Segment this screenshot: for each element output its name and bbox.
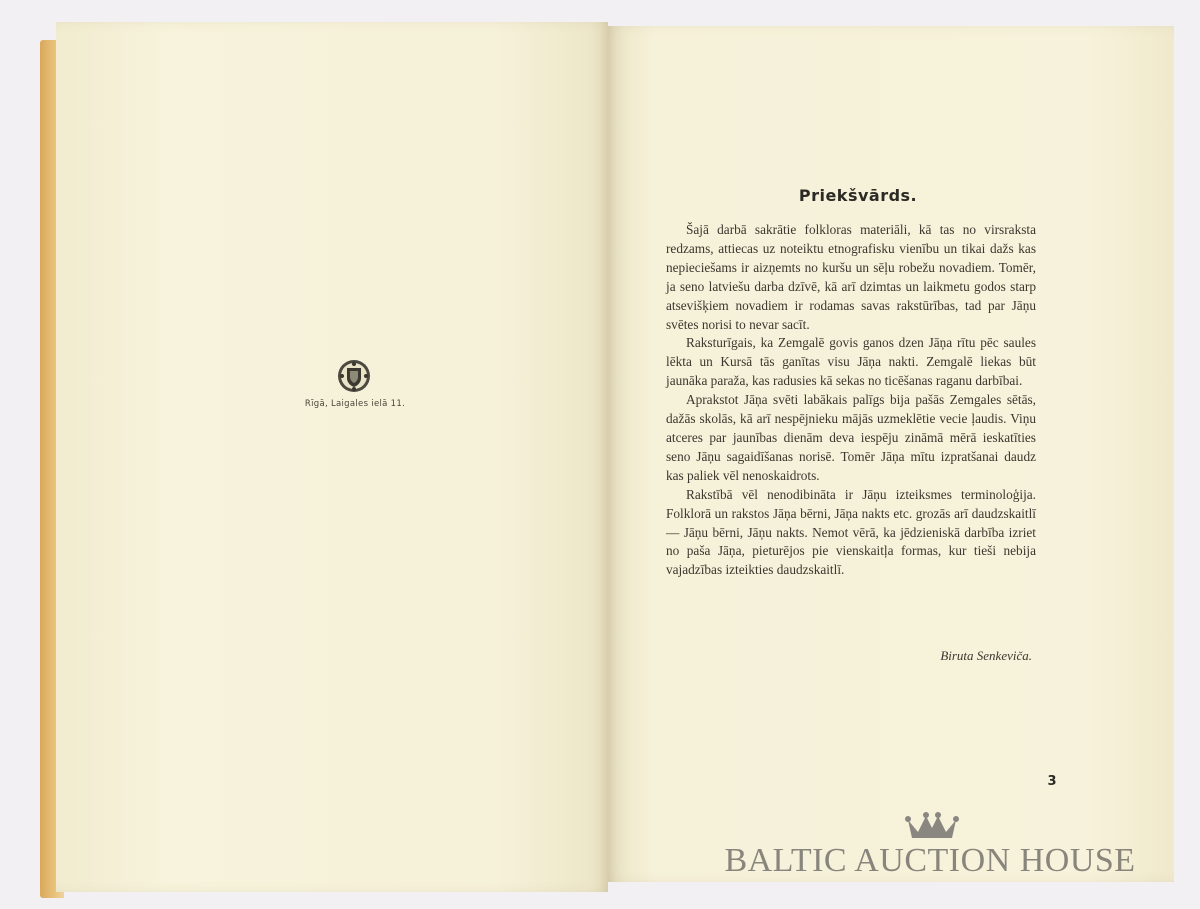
paragraph: Rakstībā vēl nenodibināta ir Jāņu izteiksmes terminoloģija. Folklorā un rakstos Jāņa bērni, Jāņa nakts etc. grozās arī daudzskaitlī — Jāņu bērni, Jāņu nakts. Nemot vērā, ka jēdzieniskā darbība izriet no paša Jāņa, pieturējos pie vienskaitļa formas, kur tieši nebija vajadzības izteikties daudzskaitlī. <box>666 486 1036 578</box>
crown-icon <box>904 810 960 842</box>
page-title: Priekšvārds. <box>798 186 918 205</box>
author-signature: Biruta Senkeviča. <box>940 648 1032 663</box>
preface-text <box>666 221 1036 580</box>
coat-of-arms-icon <box>336 358 372 394</box>
page-number: 3 <box>1047 774 1057 789</box>
watermark-text: BALTIC AUCTION HOUSE <box>724 842 1136 879</box>
paragraph: Raksturīgais, ka Zemgalē govis ganos dzen Jāņa rītu pēc saules lēkta un Kursā tās ganītas visu Jāņa nakti. Zemgalē liekas būt jaunāka paraža, kas radusies kā sekas no ticēšanas raganu darbībai. <box>666 335 1036 389</box>
printer-imprint: Rīgā, Laigales ielā 11. <box>304 399 406 409</box>
paragraph: Aprakstot Jāņa svēti labākais palīgs bija pašās Zemgales sētās, dažās skolās, kā arī nespējnieku mājās uzmeklētie vecie ļaudis. Viņu atceres par jaunības dienām deva iespēju zināmā mērā ieskatīties seno Jāņu sagaidīšanas norisē. Tomēr Jāņa mītu izpratšanai daudz kas paliek vēl nenoskaidrots. <box>666 392 1036 483</box>
paragraph: Šajā darbā sakrātie folkloras materiāli, kā tas no virsraksta redzams, attiecas uz noteiktu etnografisku vienību un tikai dažs kas nepieciešams ir aizņemts no kuršu un sēļu robežu novadiem. Tomēr, ja seno latviešu darba dzīvē, kā arī dzimtas un laikmetu godos starp atsevišķiem novadiem ir rodamas savas rakstūrības, tad par Jāņu svētes norisi to nevar sacīt. <box>666 222 1036 332</box>
left-page <box>56 22 608 892</box>
